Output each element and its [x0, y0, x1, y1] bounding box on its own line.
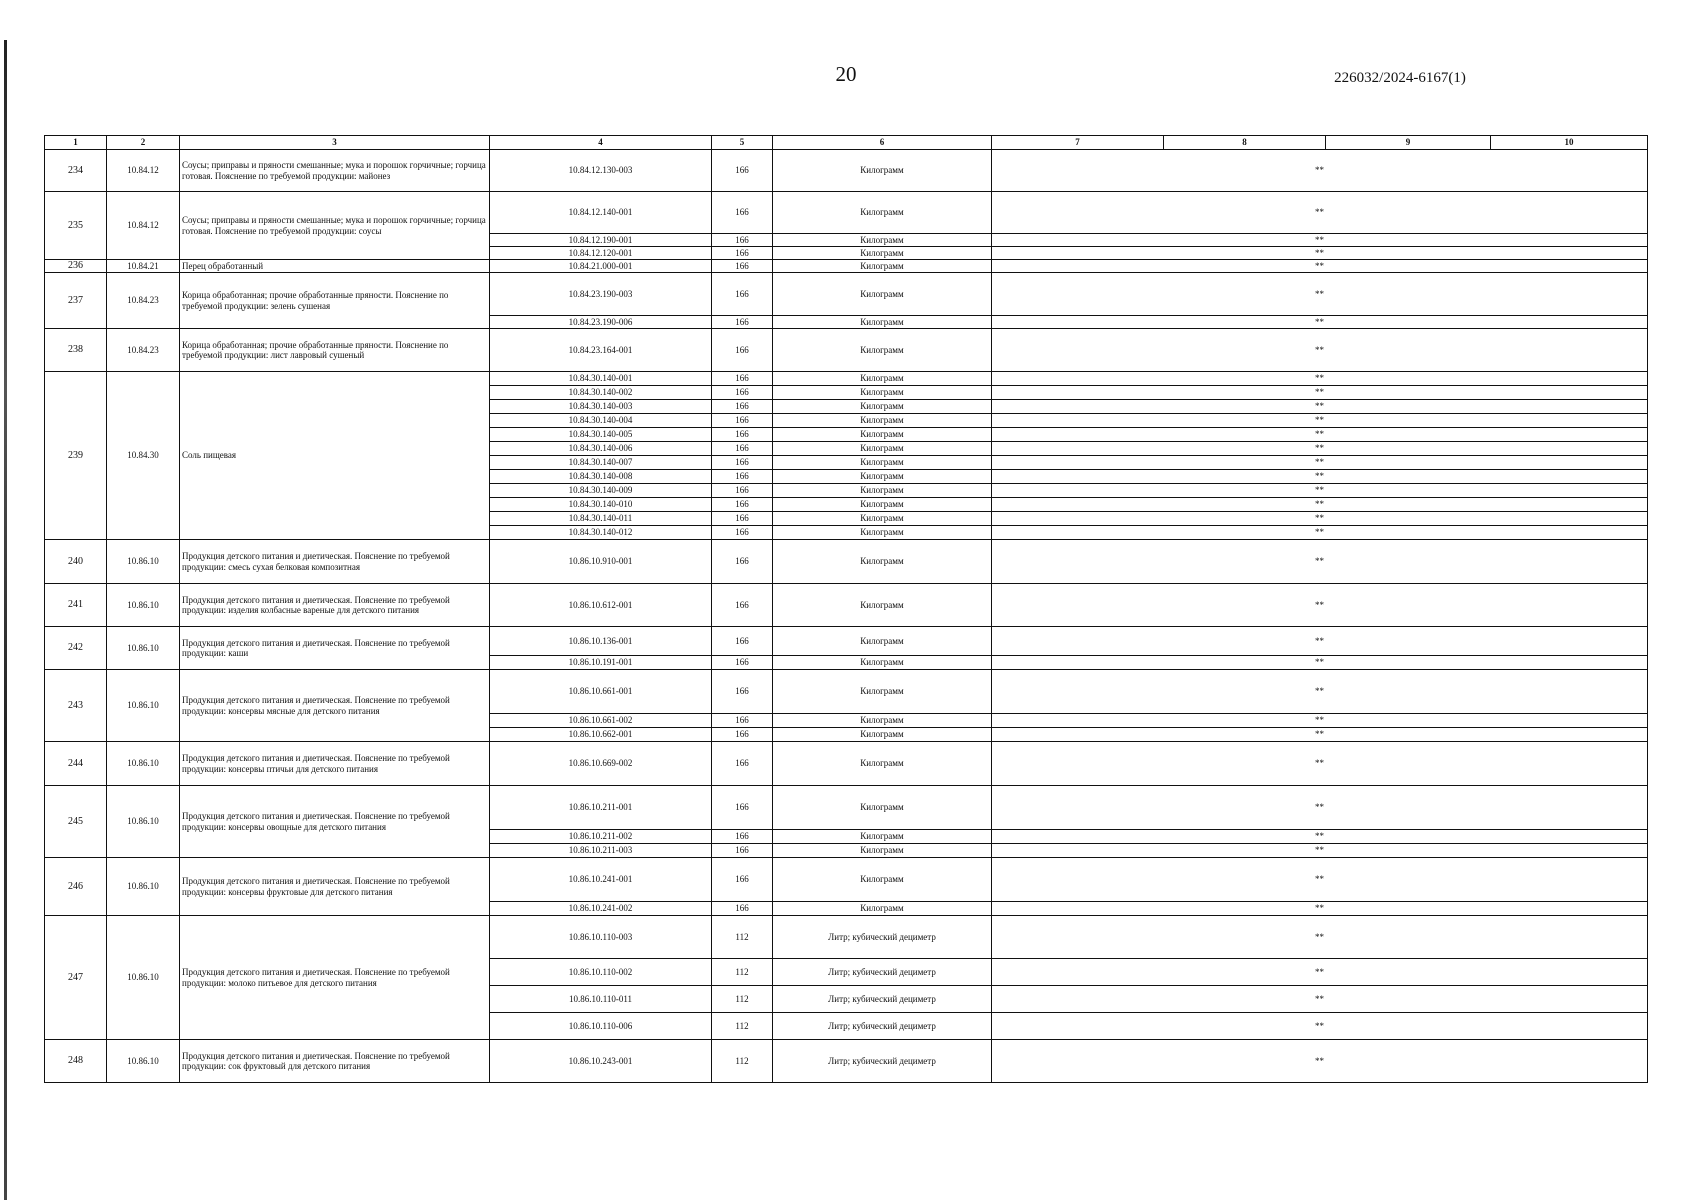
- requirement-mark-cell: **: [992, 150, 1648, 192]
- ktru-position-cell: 10.84.30.140-012: [490, 526, 712, 540]
- column-number-row: [45, 136, 1648, 150]
- item-number-cell: 235: [45, 192, 107, 260]
- unit-name-cell: Килограмм: [773, 234, 992, 247]
- unit-code-cell: 166: [712, 234, 773, 247]
- table-row: [45, 786, 1648, 830]
- column-header: 8: [1164, 136, 1326, 150]
- product-name-cell: Продукция детского питания и диетическая. Пояснение по требуемой продукции: консервы мясные для детского питания: [180, 670, 490, 742]
- unit-code-cell: 166: [712, 512, 773, 526]
- ktru-position-cell: 10.86.10.661-001: [490, 670, 712, 714]
- table-row: [45, 627, 1648, 656]
- ktru-position-cell: 10.84.21.000-001: [490, 260, 712, 273]
- okpd-code-cell: 10.86.10: [107, 540, 180, 584]
- ktru-position-cell: 10.86.10.612-001: [490, 584, 712, 627]
- ktru-position-cell: 10.86.10.662-001: [490, 728, 712, 742]
- unit-name-cell: Килограмм: [773, 786, 992, 830]
- unit-name-cell: Килограмм: [773, 858, 992, 902]
- requirement-mark-cell: **: [992, 728, 1648, 742]
- unit-name-cell: Килограмм: [773, 584, 992, 627]
- okpd-code-cell: 10.86.10: [107, 858, 180, 916]
- product-name-cell: Продукция детского питания и диетическая. Пояснение по требуемой продукции: молоко питьевое для детского питания: [180, 916, 490, 1040]
- requirement-mark-cell: **: [992, 428, 1648, 442]
- requirement-mark-cell: **: [992, 786, 1648, 830]
- okpd-code-cell: 10.84.23: [107, 273, 180, 329]
- ktru-position-cell: 10.84.30.140-011: [490, 512, 712, 526]
- product-name-cell: Продукция детского питания и диетическая. Пояснение по требуемой продукции: смесь сухая белковая композитная: [180, 540, 490, 584]
- ktru-position-cell: 10.84.30.140-009: [490, 484, 712, 498]
- unit-code-cell: 166: [712, 260, 773, 273]
- ktru-position-cell: 10.84.23.190-003: [490, 273, 712, 316]
- ktru-position-cell: 10.86.10.110-006: [490, 1013, 712, 1040]
- column-header: 3: [180, 136, 490, 150]
- unit-name-cell: Килограмм: [773, 656, 992, 670]
- ktru-position-cell: 10.86.10.110-003: [490, 916, 712, 959]
- requirement-mark-cell: **: [992, 498, 1648, 512]
- unit-name-cell: Литр; кубический дециметр: [773, 1013, 992, 1040]
- product-name-cell: Соль пищевая: [180, 372, 490, 540]
- unit-name-cell: Килограмм: [773, 470, 992, 484]
- unit-code-cell: 166: [712, 470, 773, 484]
- column-header: 1: [45, 136, 107, 150]
- column-header: 7: [992, 136, 1164, 150]
- requirement-mark-cell: **: [992, 670, 1648, 714]
- unit-name-cell: Килограмм: [773, 372, 992, 386]
- ktru-position-cell: 10.86.10.661-002: [490, 714, 712, 728]
- ktru-position-cell: 10.86.10.136-001: [490, 627, 712, 656]
- unit-name-cell: Килограмм: [773, 498, 992, 512]
- requirement-mark-cell: **: [992, 742, 1648, 786]
- product-name-cell: Корица обработанная; прочие обработанные пряности. Пояснение по требуемой продукции: зелень сушеная: [180, 273, 490, 329]
- column-header: 5: [712, 136, 773, 150]
- unit-name-cell: Килограмм: [773, 540, 992, 584]
- unit-name-cell: Килограмм: [773, 728, 992, 742]
- unit-name-cell: Килограмм: [773, 386, 992, 400]
- unit-name-cell: Килограмм: [773, 512, 992, 526]
- table-body: [45, 150, 1648, 1083]
- requirement-mark-cell: **: [992, 247, 1648, 260]
- unit-name-cell: Литр; кубический дециметр: [773, 916, 992, 959]
- unit-code-cell: 166: [712, 414, 773, 428]
- ktru-position-cell: 10.84.30.140-002: [490, 386, 712, 400]
- unit-code-cell: 166: [712, 656, 773, 670]
- unit-name-cell: Килограмм: [773, 742, 992, 786]
- unit-code-cell: 166: [712, 329, 773, 372]
- table-row: [45, 260, 1648, 273]
- table-row: [45, 1040, 1648, 1083]
- requirement-mark-cell: **: [992, 372, 1648, 386]
- unit-name-cell: Килограмм: [773, 442, 992, 456]
- unit-code-cell: 166: [712, 456, 773, 470]
- ktru-position-cell: 10.84.23.190-006: [490, 316, 712, 329]
- requirement-mark-cell: **: [992, 1040, 1648, 1083]
- requirement-mark-cell: **: [992, 844, 1648, 858]
- requirement-mark-cell: **: [992, 512, 1648, 526]
- ktru-position-cell: 10.84.12.140-001: [490, 192, 712, 234]
- unit-code-cell: 112: [712, 986, 773, 1013]
- table-row: [45, 273, 1648, 316]
- unit-code-cell: 166: [712, 858, 773, 902]
- unit-code-cell: 166: [712, 484, 773, 498]
- okpd-code-cell: 10.84.21: [107, 260, 180, 273]
- table-row: [45, 858, 1648, 902]
- unit-code-cell: 166: [712, 273, 773, 316]
- unit-name-cell: Килограмм: [773, 329, 992, 372]
- ktru-position-cell: 10.84.30.140-007: [490, 456, 712, 470]
- unit-name-cell: Килограмм: [773, 714, 992, 728]
- unit-name-cell: Килограмм: [773, 526, 992, 540]
- requirement-mark-cell: **: [992, 442, 1648, 456]
- unit-code-cell: 112: [712, 1040, 773, 1083]
- column-header: 2: [107, 136, 180, 150]
- column-header: 9: [1326, 136, 1491, 150]
- requirement-mark-cell: **: [992, 470, 1648, 484]
- unit-name-cell: Килограмм: [773, 484, 992, 498]
- okpd-code-cell: 10.84.12: [107, 150, 180, 192]
- unit-name-cell: Килограмм: [773, 414, 992, 428]
- requirement-mark-cell: **: [992, 273, 1648, 316]
- unit-code-cell: 166: [712, 247, 773, 260]
- requirement-mark-cell: **: [992, 260, 1648, 273]
- item-number-cell: 241: [45, 584, 107, 627]
- unit-name-cell: Килограмм: [773, 627, 992, 656]
- requirement-mark-cell: **: [992, 986, 1648, 1013]
- item-number-cell: 234: [45, 150, 107, 192]
- unit-name-cell: Килограмм: [773, 260, 992, 273]
- ktru-position-cell: 10.84.12.190-001: [490, 234, 712, 247]
- item-number-cell: 243: [45, 670, 107, 742]
- unit-code-cell: 166: [712, 902, 773, 916]
- unit-name-cell: Килограмм: [773, 273, 992, 316]
- requirement-mark-cell: **: [992, 329, 1648, 372]
- unit-name-cell: Литр; кубический дециметр: [773, 986, 992, 1013]
- requirement-mark-cell: **: [992, 526, 1648, 540]
- products-table: [44, 135, 1648, 1083]
- requirement-mark-cell: **: [992, 456, 1648, 470]
- unit-code-cell: 166: [712, 428, 773, 442]
- unit-code-cell: 112: [712, 916, 773, 959]
- item-number-cell: 246: [45, 858, 107, 916]
- unit-code-cell: 166: [712, 584, 773, 627]
- item-number-cell: 248: [45, 1040, 107, 1083]
- okpd-code-cell: 10.84.30: [107, 372, 180, 540]
- unit-code-cell: 166: [712, 526, 773, 540]
- okpd-code-cell: 10.86.10: [107, 742, 180, 786]
- table-row: [45, 742, 1648, 786]
- item-number-cell: 236: [45, 260, 107, 273]
- ktru-position-cell: 10.84.30.140-006: [490, 442, 712, 456]
- requirement-mark-cell: **: [992, 916, 1648, 959]
- requirement-mark-cell: **: [992, 858, 1648, 902]
- unit-code-cell: 112: [712, 1013, 773, 1040]
- product-name-cell: Продукция детского питания и диетическая. Пояснение по требуемой продукции: консервы птичьи для детского питания: [180, 742, 490, 786]
- table-row: [45, 150, 1648, 192]
- table-row: [45, 584, 1648, 627]
- item-number-cell: 245: [45, 786, 107, 858]
- product-name-cell: Соусы; приправы и пряности смешанные; мука и порошок горчичные; горчица готовая. Пояснение по требуемой продукции: майонез: [180, 150, 490, 192]
- ktru-position-cell: 10.86.10.110-011: [490, 986, 712, 1013]
- unit-code-cell: 166: [712, 830, 773, 844]
- product-name-cell: Корица обработанная; прочие обработанные пряности. Пояснение по требуемой продукции: лист лавровый сушеный: [180, 329, 490, 372]
- ktru-position-cell: 10.86.10.110-002: [490, 959, 712, 986]
- ktru-position-cell: 10.86.10.191-001: [490, 656, 712, 670]
- okpd-code-cell: 10.86.10: [107, 670, 180, 742]
- unit-name-cell: Килограмм: [773, 844, 992, 858]
- document-reference: 226032/2024-6167(1): [1334, 70, 1466, 86]
- unit-code-cell: 166: [712, 372, 773, 386]
- ktru-position-cell: 10.86.10.211-001: [490, 786, 712, 830]
- unit-code-cell: 166: [712, 386, 773, 400]
- unit-code-cell: 166: [712, 150, 773, 192]
- product-name-cell: Продукция детского питания и диетическая. Пояснение по требуемой продукции: консервы фруктовые для детского питания: [180, 858, 490, 916]
- ktru-position-cell: 10.86.10.669-002: [490, 742, 712, 786]
- ktru-position-cell: 10.86.10.211-003: [490, 844, 712, 858]
- ktru-position-cell: 10.84.30.140-004: [490, 414, 712, 428]
- unit-name-cell: Килограмм: [773, 902, 992, 916]
- unit-code-cell: 166: [712, 786, 773, 830]
- okpd-code-cell: 10.86.10: [107, 786, 180, 858]
- requirement-mark-cell: **: [992, 400, 1648, 414]
- unit-name-cell: Килограмм: [773, 830, 992, 844]
- requirement-mark-cell: **: [992, 902, 1648, 916]
- unit-code-cell: 166: [712, 192, 773, 234]
- ktru-position-cell: 10.86.10.910-001: [490, 540, 712, 584]
- ktru-position-cell: 10.84.30.140-001: [490, 372, 712, 386]
- item-number-cell: 247: [45, 916, 107, 1040]
- ktru-position-cell: 10.86.10.241-001: [490, 858, 712, 902]
- column-header: 4: [490, 136, 712, 150]
- unit-name-cell: Килограмм: [773, 150, 992, 192]
- unit-code-cell: 166: [712, 442, 773, 456]
- product-name-cell: Продукция детского питания и диетическая. Пояснение по требуемой продукции: каши: [180, 627, 490, 670]
- column-header: 10: [1491, 136, 1648, 150]
- requirement-mark-cell: **: [992, 316, 1648, 329]
- unit-code-cell: 166: [712, 742, 773, 786]
- okpd-code-cell: 10.86.10: [107, 1040, 180, 1083]
- requirement-mark-cell: **: [992, 540, 1648, 584]
- requirement-mark-cell: **: [992, 192, 1648, 234]
- unit-name-cell: Килограмм: [773, 428, 992, 442]
- ktru-position-cell: 10.86.10.211-002: [490, 830, 712, 844]
- table-row: [45, 192, 1648, 234]
- table-row: [45, 372, 1648, 386]
- requirement-mark-cell: **: [992, 959, 1648, 986]
- product-name-cell: Перец обработанный: [180, 260, 490, 273]
- unit-code-cell: 166: [712, 728, 773, 742]
- unit-code-cell: 166: [712, 670, 773, 714]
- okpd-code-cell: 10.84.23: [107, 329, 180, 372]
- ktru-position-cell: 10.84.23.164-001: [490, 329, 712, 372]
- item-number-cell: 244: [45, 742, 107, 786]
- requirement-mark-cell: **: [992, 830, 1648, 844]
- page-number: 20: [835, 62, 857, 86]
- ktru-position-cell: 10.84.30.140-008: [490, 470, 712, 484]
- unit-code-cell: 166: [712, 498, 773, 512]
- ktru-position-cell: 10.84.30.140-003: [490, 400, 712, 414]
- unit-name-cell: Килограмм: [773, 400, 992, 414]
- okpd-code-cell: 10.84.12: [107, 192, 180, 260]
- item-number-cell: 239: [45, 372, 107, 540]
- okpd-code-cell: 10.86.10: [107, 627, 180, 670]
- unit-name-cell: Килограмм: [773, 316, 992, 329]
- item-number-cell: 242: [45, 627, 107, 670]
- unit-name-cell: Литр; кубический дециметр: [773, 1040, 992, 1083]
- okpd-code-cell: 10.86.10: [107, 916, 180, 1040]
- ktru-position-cell: 10.84.30.140-005: [490, 428, 712, 442]
- requirement-mark-cell: **: [992, 234, 1648, 247]
- requirement-mark-cell: **: [992, 1013, 1648, 1040]
- ktru-position-cell: 10.84.12.130-003: [490, 150, 712, 192]
- column-header: 6: [773, 136, 992, 150]
- product-name-cell: Соусы; приправы и пряности смешанные; мука и порошок горчичные; горчица готовая. Пояснение по требуемой продукции: соусы: [180, 192, 490, 260]
- ktru-position-cell: 10.86.10.243-001: [490, 1040, 712, 1083]
- unit-code-cell: 166: [712, 400, 773, 414]
- product-name-cell: Продукция детского питания и диетическая. Пояснение по требуемой продукции: сок фруктовый для детского питания: [180, 1040, 490, 1083]
- table-row: [45, 670, 1648, 714]
- okpd-code-cell: 10.86.10: [107, 584, 180, 627]
- unit-name-cell: Килограмм: [773, 670, 992, 714]
- item-number-cell: 237: [45, 273, 107, 329]
- requirement-mark-cell: **: [992, 627, 1648, 656]
- unit-code-cell: 166: [712, 844, 773, 858]
- unit-code-cell: 112: [712, 959, 773, 986]
- table-row: [45, 916, 1648, 959]
- requirement-mark-cell: **: [992, 656, 1648, 670]
- product-name-cell: Продукция детского питания и диетическая. Пояснение по требуемой продукции: консервы овощные для детского питания: [180, 786, 490, 858]
- ktru-position-cell: 10.84.30.140-010: [490, 498, 712, 512]
- ktru-position-cell: 10.86.10.241-002: [490, 902, 712, 916]
- ktru-position-cell: 10.84.12.120-001: [490, 247, 712, 260]
- requirement-mark-cell: **: [992, 386, 1648, 400]
- requirement-mark-cell: **: [992, 714, 1648, 728]
- table-row: [45, 329, 1648, 372]
- unit-name-cell: Килограмм: [773, 192, 992, 234]
- item-number-cell: 238: [45, 329, 107, 372]
- binding-edge: [4, 40, 7, 1200]
- requirement-mark-cell: **: [992, 414, 1648, 428]
- unit-name-cell: Килограмм: [773, 247, 992, 260]
- unit-name-cell: Литр; кубический дециметр: [773, 959, 992, 986]
- unit-code-cell: 166: [712, 714, 773, 728]
- unit-code-cell: 166: [712, 540, 773, 584]
- item-number-cell: 240: [45, 540, 107, 584]
- table-row: [45, 540, 1648, 584]
- unit-code-cell: 166: [712, 627, 773, 656]
- unit-code-cell: 166: [712, 316, 773, 329]
- unit-name-cell: Килограмм: [773, 456, 992, 470]
- product-name-cell: Продукция детского питания и диетическая. Пояснение по требуемой продукции: изделия колбасные вареные для детского питания: [180, 584, 490, 627]
- requirement-mark-cell: **: [992, 484, 1648, 498]
- requirement-mark-cell: **: [992, 584, 1648, 627]
